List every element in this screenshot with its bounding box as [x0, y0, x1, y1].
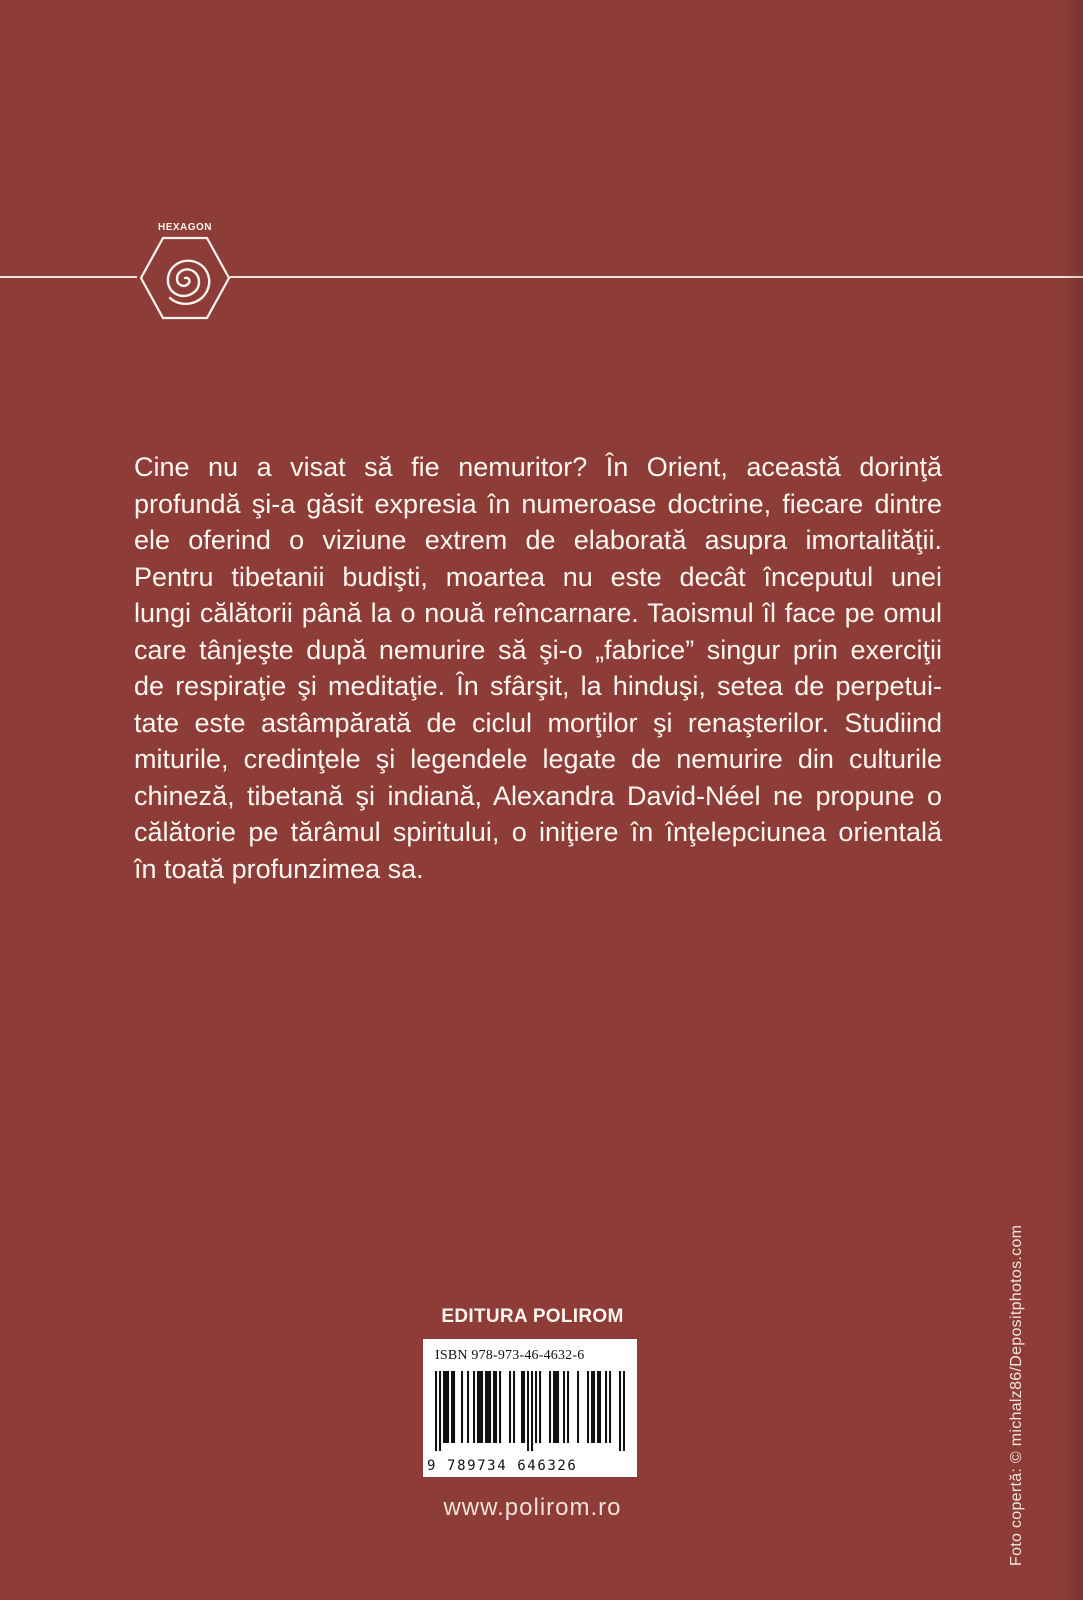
photo-credit: Foto copertă: © michalz86/Depositphotos.com: [1008, 1224, 1025, 1566]
barcode-bar: [485, 1371, 487, 1443]
barcode-bar: [445, 1371, 447, 1443]
barcode-bar: [619, 1371, 621, 1451]
barcode-bar: [435, 1371, 437, 1451]
hexagon-spiral-icon: [137, 235, 233, 321]
barcode-bar: [447, 1371, 449, 1443]
barcode-bar: [467, 1371, 469, 1443]
divider-left: [0, 276, 137, 278]
isbn-barcode: [423, 1339, 637, 1477]
description-line: ele oferind o viziune extrem de elaborată asupra imortalităţii.: [134, 525, 942, 555]
barcode-bar: [577, 1371, 579, 1443]
barcode-bar: [453, 1371, 455, 1443]
description-line: Pentru tibetanii budişti, moartea nu este decât începutul unei: [134, 561, 942, 592]
publisher-website: www.polirom.ro: [443, 1494, 622, 1521]
barcode-bar: [623, 1371, 625, 1451]
barcode-bar: [605, 1371, 607, 1443]
barcode-bar: [527, 1371, 529, 1451]
description-line: lungi călătorii până la o nouă reîncarnare. Taoismul îl face pe omul: [134, 598, 942, 628]
barcode-bar: [451, 1371, 453, 1443]
barcode-bar: [461, 1371, 463, 1443]
barcode-bar: [593, 1371, 595, 1443]
barcode-bar: [599, 1371, 601, 1443]
description-line: de respiraţie şi meditaţie. În sfârşit, la hinduşi, setea de perpetui-: [134, 671, 942, 701]
description-line: chineză, tibetană şi indiană, Alexandra David-Néel ne propune o: [134, 780, 942, 811]
barcode-bar: [523, 1371, 525, 1443]
publisher-name: EDITURA POLIROM: [441, 1306, 624, 1327]
barcode-bar: [531, 1371, 533, 1451]
description-line: profundă şi-a găsit expresia în numeroase doctrine, fiecare dintre: [134, 488, 942, 519]
barcode-bars: [435, 1371, 625, 1451]
logo-label: HEXAGON: [157, 222, 213, 233]
barcode-bar: [443, 1371, 445, 1443]
divider-right: [230, 276, 1083, 278]
barcode-bar: [487, 1371, 489, 1443]
barcode-bar: [473, 1371, 475, 1443]
barcode-bar: [591, 1371, 593, 1443]
barcode-bar: [567, 1371, 569, 1443]
barcode-bar: [513, 1371, 515, 1443]
barcode-bar: [509, 1371, 511, 1443]
description-line: care tânjeşte după nemurire să şi-o „fabrice” singur prin exerciţii: [134, 634, 942, 665]
barcode-bar: [521, 1371, 523, 1443]
barcode-bar: [549, 1371, 551, 1443]
barcode-bar: [609, 1371, 611, 1443]
barcode-bar: [535, 1371, 537, 1443]
barcode-bar: [597, 1371, 599, 1443]
description-line: în toată profunzimea sa.: [134, 853, 424, 884]
barcode-bar: [555, 1371, 557, 1443]
barcode-bar: [481, 1371, 483, 1443]
barcode-bar: [495, 1371, 497, 1443]
barcode-bar: [557, 1371, 559, 1443]
barcode-bar: [499, 1371, 501, 1443]
barcode-digits: 9 789734 646326: [427, 1458, 578, 1474]
barcode-bar: [587, 1371, 589, 1443]
barcode-bar: [563, 1371, 565, 1443]
book-description: [134, 449, 942, 887]
description-line: tate este astâmpărată de ciclul morţilor şi renaşterilor. Studiind: [134, 707, 942, 738]
hexagon-logo: [137, 222, 233, 322]
description-line: Cine nu a visat să fie nemuritor? În Orient, această dorinţă: [134, 452, 942, 482]
barcode-bar: [493, 1371, 495, 1443]
description-line: miturile, credinţele şi legendele legate de nemurire din culturile: [134, 744, 942, 774]
barcode-bar: [479, 1371, 481, 1443]
barcode-bar: [477, 1371, 479, 1443]
description-line: călătorie pe tărâmul spiritului, o iniţiere în înţelepciunea orientală: [134, 817, 942, 847]
isbn-label: ISBN 978-973-46-4632-6: [435, 1348, 585, 1363]
barcode-bar: [553, 1371, 555, 1443]
barcode-bar: [539, 1371, 541, 1443]
barcode-bar: [439, 1371, 441, 1451]
barcode-bar: [489, 1371, 491, 1443]
